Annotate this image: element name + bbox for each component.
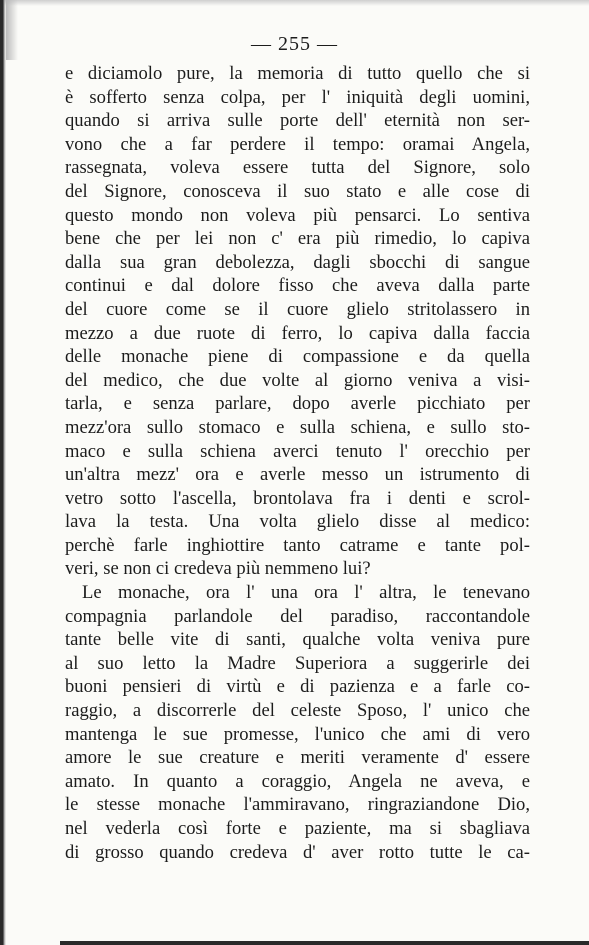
- text-line: bene che per lei non c' era più rimedio, lo capiva: [65, 228, 530, 250]
- text-line: buoni pensieri di virtù e di pazienza e a farle co-: [65, 676, 530, 698]
- page-body-text: [65, 62, 530, 864]
- text-line: e diciamolo pure, la memoria di tutto quello che si: [65, 63, 530, 84]
- text-line: è sofferto senza colpa, per l' iniquità degli uomini,: [65, 86, 530, 108]
- text-line: veri, se non ci credeva più nemmeno lui?: [65, 558, 371, 580]
- page-binding-edge: [0, 0, 6, 945]
- text-line: mezz'ora sullo stomaco e sulla schiena, e sullo sto-: [65, 416, 530, 438]
- text-line: del medico, che due volte al giorno veniva a visi-: [65, 369, 530, 391]
- text-line: vono che a far perdere il tempo: oramai Angela,: [65, 133, 530, 155]
- text-line: le stesse monache l'ammiravano, ringraziandone Dio,: [65, 794, 530, 816]
- text-line: tante belle vite di santi, qualche volta veniva pure: [65, 629, 530, 651]
- text-line: amato. In quanto a coraggio, Angela ne aveva, e: [65, 770, 530, 792]
- text-line: maco e sulla schiena averci tenuto l' orecchio per: [65, 440, 530, 462]
- page-bottom-edge: [60, 941, 589, 945]
- text-line: questo mondo non voleva più pensarci. Lo sentiva: [65, 204, 530, 226]
- text-line: mezzo a due ruote di ferro, lo capiva dalla faccia: [65, 322, 530, 344]
- text-line: Le monache, ora l' una ora l' altra, le tenevano: [82, 582, 530, 604]
- text-line: vetro sotto l'ascella, brontolava fra i denti e scrol-: [65, 487, 530, 509]
- text-line: tarla, e senza parlare, dopo averle picchiato per: [65, 393, 530, 415]
- page-top-shadow: [0, 0, 589, 6]
- text-line: delle monache piene di compassione e da quella: [65, 346, 530, 368]
- text-line: nel vederla così forte e paziente, ma si sbagliava: [65, 818, 530, 839]
- text-line: mantenga le sue promesse, l'unico che ami di vero: [65, 723, 530, 745]
- text-line: del Signore, conosceva il suo stato e alle cose di: [65, 180, 530, 202]
- text-line: amore le sue creature e meriti veramente d' essere: [65, 747, 530, 769]
- text-line: continui e dal dolore fisso che aveva dalla parte: [65, 275, 530, 297]
- text-line: quando si arriva sulle porte dell' eternità non ser-: [65, 110, 530, 132]
- text-line: rassegnata, voleva essere tutta del Signore, solo: [65, 157, 530, 179]
- text-line: un'altra mezz' ora e averle messo un istrumento di: [65, 464, 530, 486]
- text-line: lava la testa. Una volta glielo disse al medico:: [65, 511, 530, 533]
- text-line: di grosso quando credeva d' aver rotto tutte le ca-: [65, 841, 530, 863]
- text-line: del cuore come se il cuore glielo stritolassero in: [65, 298, 530, 320]
- text-line: compagnia parlandole del paradiso, raccontandole: [65, 605, 530, 627]
- text-line: raggio, a discorrerle del celeste Sposo, l' unico che: [65, 700, 530, 722]
- text-line: al suo letto la Madre Superiora a suggerirle dei: [65, 652, 530, 674]
- text-line: perchè farle inghiottire tanto catrame e tante pol-: [65, 534, 530, 556]
- page-number: — 255 —: [251, 33, 338, 55]
- text-line: dalla sua gran debolezza, dagli sbocchi di sangue: [65, 251, 530, 273]
